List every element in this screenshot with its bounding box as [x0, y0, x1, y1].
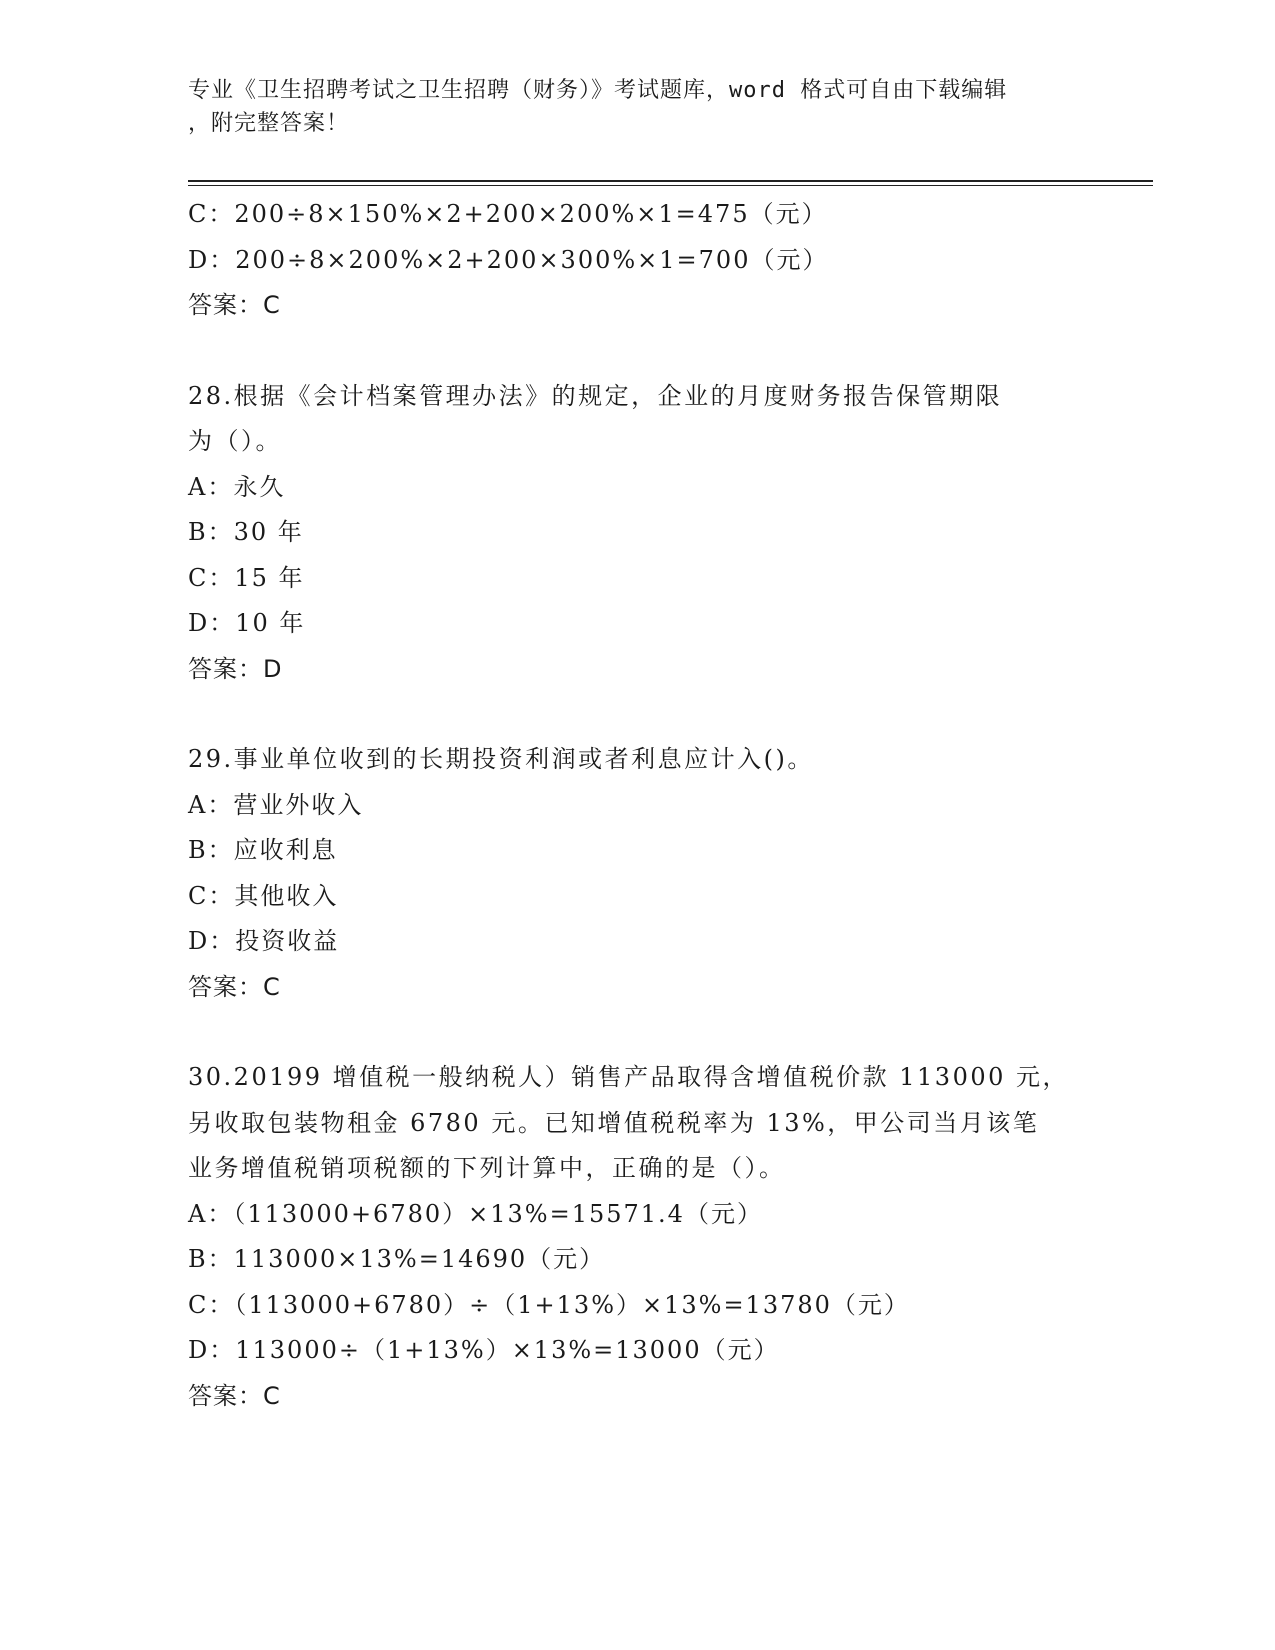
option-d: D：10 年	[188, 609, 306, 637]
question-30	[188, 1055, 1088, 1419]
option-b: B：应收利息	[188, 836, 338, 864]
option-d: D：113000÷（1+13%）×13%=13000（元）	[188, 1336, 780, 1364]
spacer	[188, 329, 1088, 374]
option-b: B：30 年	[188, 518, 304, 546]
document-body	[188, 192, 1088, 1419]
header-rule-thin	[188, 185, 1153, 186]
option-a: A：营业外收入	[188, 790, 364, 819]
question-stem-line: 28.根据《会计档案管理办法》的规定，企业的月度财务报告保管期限	[188, 381, 1003, 410]
option-c: C：200÷8×150%×2+200×200%×1=475（元）	[188, 200, 828, 228]
option-a: A：（113000+6780）×13%=15571.4（元）	[188, 1199, 763, 1228]
header-rule-thick	[188, 180, 1153, 182]
header-line-1: 专业《卫生招聘考试之卫生招聘（财务）》考试题库，word 格式可自由下载编辑	[188, 78, 1008, 103]
answer-line: 答案：C	[188, 1381, 281, 1410]
answer-line: 答案：D	[188, 654, 283, 683]
option-b: B：113000×13%=14690（元）	[188, 1245, 606, 1273]
option-a: A：永久	[188, 472, 286, 501]
question-stem-line: 另收取包装物租金 6780 元。已知增值税税率为 13%，甲公司当月该笔	[188, 1108, 1040, 1137]
question-29	[188, 737, 1088, 1010]
question-stem-line: 为（）。	[188, 427, 282, 455]
option-c: C：（113000+6780）÷（1+13%）×13%=13780（元）	[188, 1290, 910, 1319]
prev-question	[188, 192, 1088, 329]
option-c: C：15 年	[188, 563, 305, 592]
spacer	[188, 692, 1088, 737]
question-28	[188, 374, 1088, 693]
page-header	[188, 74, 1068, 140]
question-stem-line: 30.20199 增值税一般纳税人）销售产品取得含增值税价款 113000 元，	[188, 1063, 1070, 1091]
question-stem-line: 29.事业单位收到的长期投资利润或者利息应计入()。	[188, 745, 814, 773]
option-c: C：其他收入	[188, 881, 339, 910]
spacer	[188, 1010, 1088, 1055]
option-d: D：200÷8×200%×2+200×300%×1=700（元）	[188, 245, 829, 274]
question-stem-line: 业务增值税销项税额的下列计算中，正确的是（）。	[188, 1154, 786, 1182]
option-d: D：投资收益	[188, 927, 340, 955]
header-line-2: ，附完整答案！	[188, 111, 350, 136]
answer-line: 答案：C	[188, 972, 281, 1001]
answer-line: 答案：C	[188, 291, 281, 319]
